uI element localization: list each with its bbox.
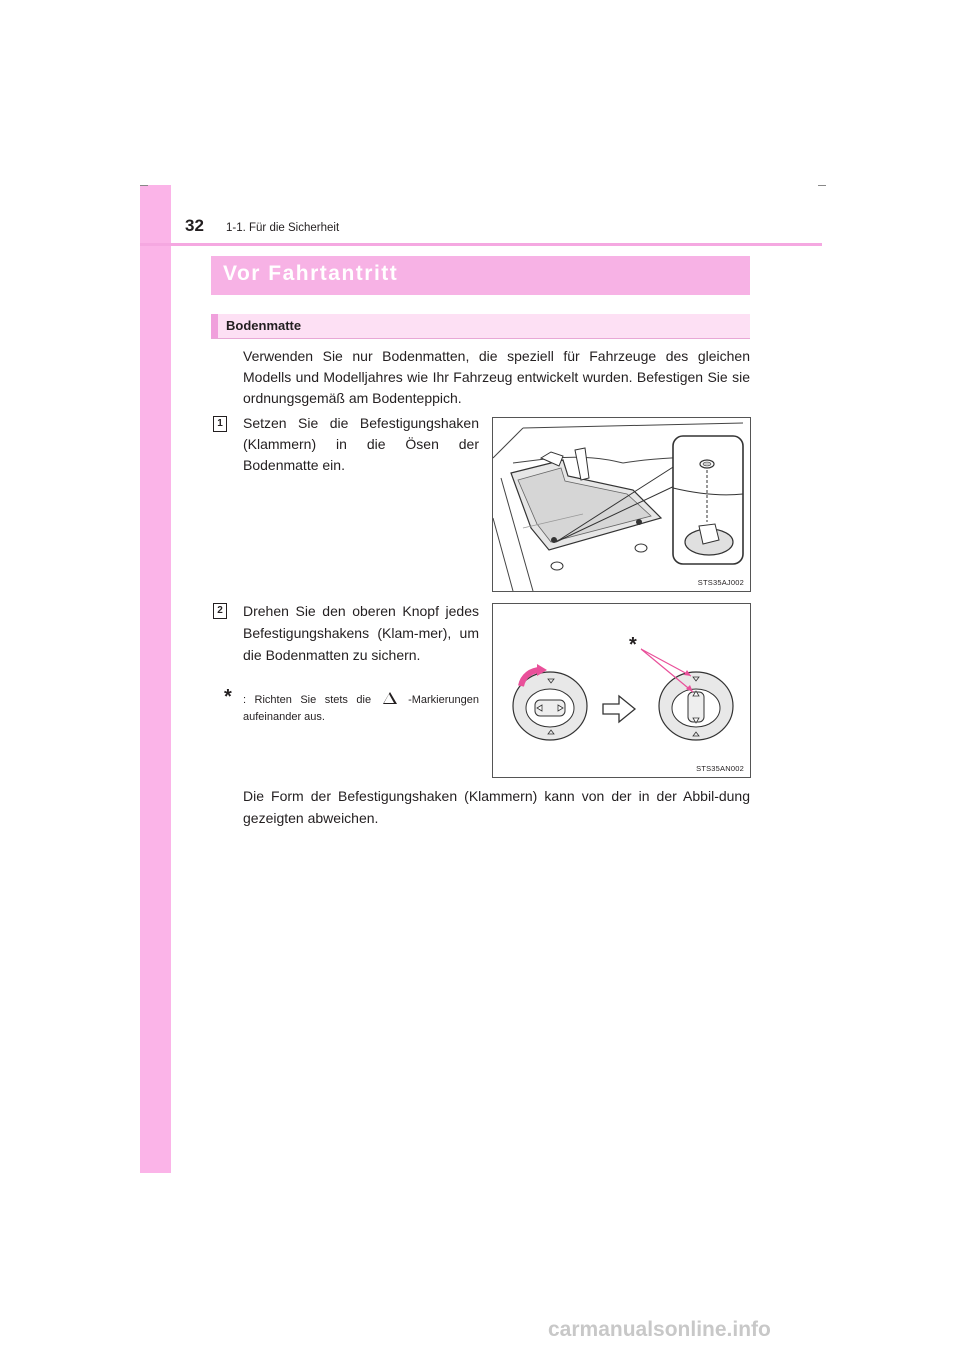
step-2-text: Drehen Sie den oberen Knopf jedes Befestigungshakens (Klam-mer), um die Bodenmatten zu sichern. xyxy=(243,603,479,663)
subsection-bar xyxy=(211,314,218,338)
page-number: 32 xyxy=(185,216,204,235)
section-title: Vor Fahrtantritt xyxy=(223,262,399,285)
header-rule xyxy=(140,243,822,246)
crop-mark xyxy=(818,185,826,186)
hook-rotation-illustration xyxy=(493,604,750,777)
intro-paragraph: Verwenden Sie nur Bodenmatten, die speziell für Fahrzeuge des gleichen Modells und Modelljahres wie Ihr Fahrzeug entwickelt wurden. Befestigen Sie sie ordnungsgemäß am Bodenteppich. xyxy=(243,348,750,406)
step-number-2: 2 xyxy=(213,603,227,619)
running-header: 1-1. Für die Sicherheit xyxy=(226,222,340,234)
note-marker: * xyxy=(224,686,232,708)
figure-code: STS35AJ002 xyxy=(697,578,744,587)
step-number-1: 1 xyxy=(213,416,227,432)
closing-paragraph: Die Form der Befestigungshaken (Klammern) kann von der in der Abbil-dung gezeigten abweichen. xyxy=(243,788,750,826)
figure-callout: * xyxy=(629,634,637,656)
section-banner xyxy=(211,256,750,295)
figure-hook-rotation xyxy=(492,603,751,778)
crop-mark xyxy=(140,185,148,186)
figure-code: STS35AN002 xyxy=(696,764,744,773)
note-prefix: : Richten Sie stets die xyxy=(243,694,372,706)
step-1-text: Setzen Sie die Befestigungshaken (Klammern) in die Ösen der Bodenmatte ein. xyxy=(243,415,479,473)
subsection-banner xyxy=(211,314,750,339)
figure-floor-mat xyxy=(492,417,751,592)
subsection-title: Bodenmatte xyxy=(226,318,302,333)
note-text xyxy=(243,692,479,726)
floor-mat-illustration xyxy=(493,418,750,591)
watermark: carmanualsonline.info xyxy=(548,1318,771,1341)
note-suffix: -Markierungen aufeinander aus. xyxy=(243,694,479,723)
triangle-mark-icon xyxy=(383,692,397,704)
chapter-side-band xyxy=(140,185,171,1173)
